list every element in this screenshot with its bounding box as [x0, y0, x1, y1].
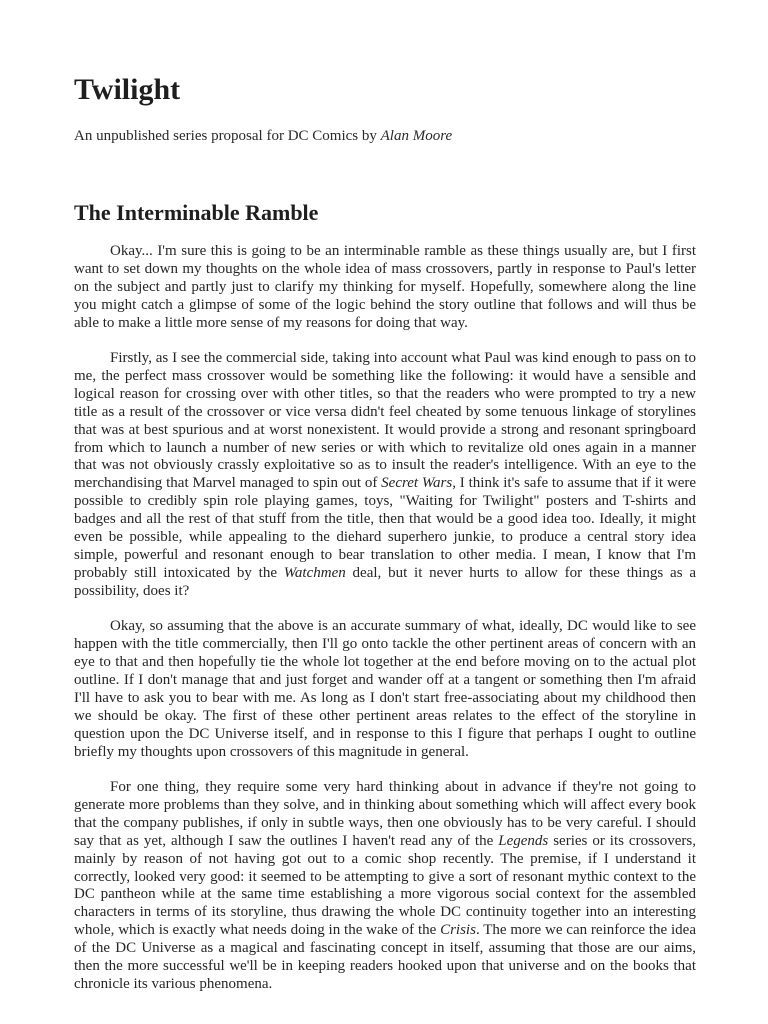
- paragraph-text-run: Okay, so assuming that the above is an accurate summary of what, ideally, DC would like to see happen with the title commercially, then I'll go onto tackle the other pertinent areas of concern with an eye to that and then hopefully tie the whole lot together at the end before moving on to the actual plot outline. If I don't manage that and just forget and wander off at a tangent or something then I'm afraid I'll have to ask you to bear with me. As long as I don't start free-associating about my childhood then we should be okay. The first of these other pertinent areas relates to the effect of the storyline in question upon the DC Universe itself, and in response to this I figure that perhaps I ought to outline briefly my thoughts upon crossovers of this magnitude in general.: [74, 618, 696, 760]
- italic-title-text: Legends: [498, 832, 549, 849]
- subtitle-text: An unpublished series proposal for DC Comics by: [74, 128, 381, 144]
- document-title: Twilight: [74, 73, 181, 106]
- paragraph-text-run: series or its crossovers, mainly by reason of not having got out to a comic shop recently. The premise, if I understand it correctly, looked very good: it seemed to be attempting to give a sort of resonant mythic context to the DC pantheon while at the same time establishing a more vigorous social context for the assembled characters in terms of its storyline, thus drawing the whole DC continuity together into an interesting whole, which is exactly what needs doing in the wake of the: [74, 832, 697, 939]
- body-text: [74, 243, 696, 1011]
- paragraph-text-run: Firstly, as I see the commercial side, taking into account what Paul was kind enough to pass on to me, the perfect mass crossover would be something like the following: it would have a sensible and logical reason for crossing over with other titles, so that the readers who were prompted to try a new title as a result of the crossover or vice versa didn't feel cheated by some tenuous linkage of storylines that was at best spurious and at worst nonexistent. It would provide a strong and resonant springboard from which to launch a number of new series or with which to revitalize old ones again in a manner that was not obviously crassly exploitative so as to insult the reader's intelligence. With an eye to the merchandising that Marvel managed to spin out of: [74, 350, 696, 492]
- paragraph-text-run: Okay... I'm sure this is going to be an interminable ramble as these things usually are, but I first want to set down my thoughts on the whole idea of mass crossovers, partly in response to Paul's letter on the subject and partly just to clarify my thinking for myself. Hopefully, somewhere along the line you might catch a glimpse of some of the logic behind the story outline that follows and will thus be able to make a little more sense of my reasons for doing that way.: [74, 243, 696, 331]
- italic-title-text: Secret Wars: [381, 475, 453, 492]
- paragraph-text-run: deal, but it never hurts to allow for these things as a possibility, does it?: [74, 564, 696, 599]
- subtitle-author: Alan Moore: [380, 128, 453, 144]
- paragraph-2: [74, 350, 696, 601]
- italic-title-text: Watchmen: [283, 564, 346, 581]
- document-subtitle: [74, 127, 452, 145]
- italic-title-text: Crisis: [440, 922, 476, 939]
- paragraph-3: [74, 618, 696, 761]
- paragraph-1: [74, 243, 696, 333]
- paragraph-text-run: , I think it's safe to assume that if it were possible to credibly spin role playing games, toys, "Waiting for Twilight" posters and T-shirts and badges and all the rest of that stuff from the title, then that would be a good idea too. Ideally, it might even be possible, while appealing to the diehard superhero junkie, to produce a central story idea simple, powerful and resonant enough to bear translation to other media. I mean, I know that I'm probably still intoxicated by the: [74, 475, 697, 581]
- paragraph-text-run: . The more we can reinforce the idea of the DC Universe as a magical and fascinating concept in itself, assuming that those are our aims, then the more successful we'll be in keeping readers hooked upon that universe and on the books that chronicle its various phenomena.: [74, 922, 696, 992]
- paragraph-text-run: For one thing, they require some very hard thinking about in advance if they're not going to generate more problems than they solve, and in thinking about something which will affect every book that the company publishes, if only in subtle ways, then one obviously has to be very careful. I should say that as yet, although I saw the outlines I haven't read any of the: [74, 778, 696, 849]
- section-heading: The Interminable Ramble: [74, 200, 319, 225]
- paragraph-4: [74, 779, 696, 994]
